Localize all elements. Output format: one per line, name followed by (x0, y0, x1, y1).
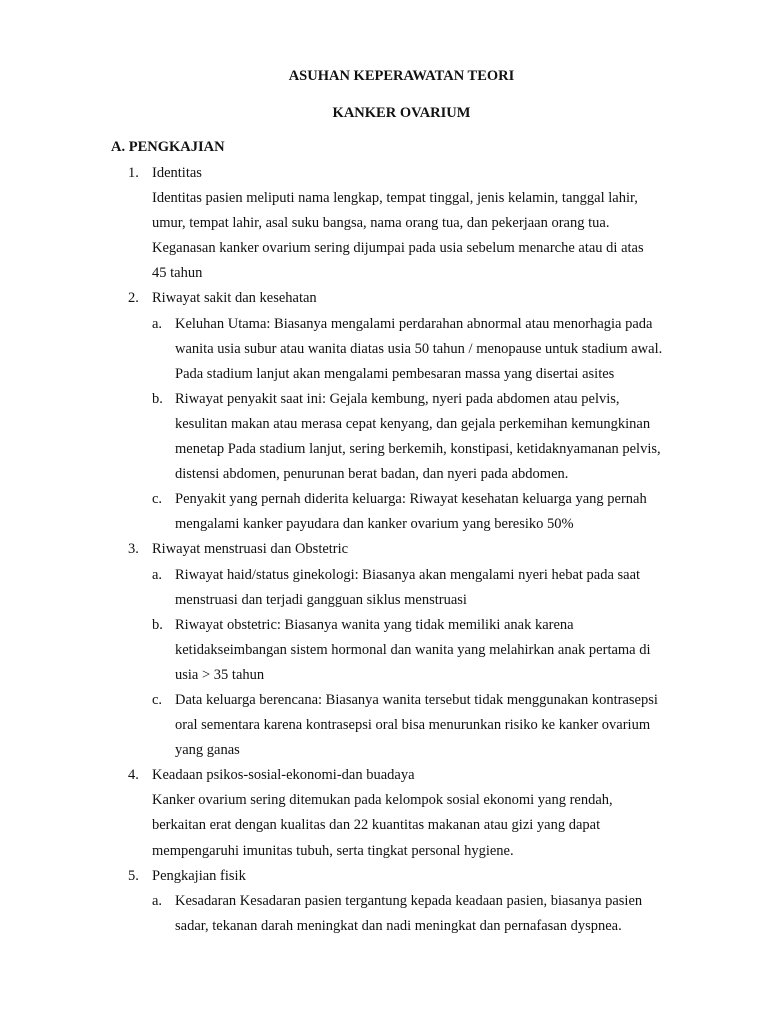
text-line (0, 462, 768, 487)
paragraph-text: menstruasi dan terjadi gangguan siklus menstruasi (175, 591, 467, 608)
sub-item-text: Kesadaran Kesadaran pasien tergantung kepada keadaan pasien, biasanya pasien (175, 892, 643, 909)
paragraph-text: menetap Pada stadium lanjut, sering berkemih, konstipasi, ketidaknyamanan pelvis, (175, 441, 661, 458)
text-line (0, 211, 768, 236)
text-line (0, 312, 768, 337)
paragraph-text: Kanker ovarium sering ditemukan pada kelompok sosial ekonomi yang rendah, (152, 792, 613, 809)
sub-item-text: Data keluarga berencana: Biasanya wanita tersebut tidak menggunakan kontrasepsi (175, 691, 658, 708)
text-line (0, 437, 768, 462)
list-item-heading: Pengkajian fisik (152, 867, 246, 884)
text-line (0, 914, 768, 939)
paragraph-text: yang ganas (175, 742, 240, 759)
text-line (0, 512, 768, 537)
text-line (0, 261, 768, 286)
text-line (0, 563, 768, 588)
text-line (0, 487, 768, 512)
text-line (0, 763, 768, 788)
text-line (0, 889, 768, 914)
document-title: ASUHAN KEPERAWATAN TEORI (288, 68, 515, 84)
text-line (0, 412, 768, 437)
text-line (0, 337, 768, 362)
text-line (0, 713, 768, 738)
text-line (0, 537, 768, 562)
paragraph-text: 45 tahun (152, 265, 203, 282)
text-line (0, 236, 768, 261)
list-item-heading: Riwayat sakit dan kesehatan (152, 290, 317, 307)
paragraph-text: umur, tempat lahir, asal suku bangsa, nama orang tua, dan pekerjaan orang tua. (152, 215, 610, 232)
paragraph-text: berkaitan erat dengan kualitas dan 22 kuantitas makanan atau gizi yang dapat (152, 817, 601, 834)
paragraph-text: kesulitan makan atau merasa cepat kenyang, dan gejala perkemihan kemungkinan (175, 415, 651, 432)
text-line (0, 186, 768, 211)
list-marker: b. (152, 616, 163, 633)
text-line (0, 588, 768, 613)
paragraph-text: mempengaruhi imunitas tubuh, serta tingkat personal hygiene. (152, 842, 514, 859)
text-line (0, 839, 768, 864)
sub-item-text: Keluhan Utama: Biasanya mengalami perdarahan abnormal atau menorhagia pada (175, 315, 653, 332)
paragraph-text: Keganasan kanker ovarium sering dijumpai pada usia sebelum menarche atau di atas (152, 240, 644, 257)
text-line (0, 387, 768, 412)
sub-item-text: Riwayat penyakit saat ini: Gejala kembung, nyeri pada abdomen atau pelvis, (175, 390, 620, 407)
list-marker: a. (152, 892, 163, 909)
sub-item-text: Riwayat haid/status ginekologi: Biasanya akan mengalami nyeri hebat pada saat (175, 566, 641, 583)
text-line (0, 788, 768, 813)
list-marker: 5. (128, 867, 139, 884)
list-item-heading: Riwayat menstruasi dan Obstetric (152, 541, 349, 558)
text-line (0, 864, 768, 889)
text-line (0, 688, 768, 713)
text-line (0, 286, 768, 311)
paragraph-text: usia > 35 tahun (175, 666, 265, 683)
text-line (0, 613, 768, 638)
paragraph-text: oral sementara karena kontrasepsi oral bisa menurunkan risiko ke kanker ovarium (175, 717, 651, 734)
list-marker: c. (152, 691, 163, 708)
text-line (0, 161, 768, 186)
list-marker: a. (152, 315, 163, 332)
paragraph-text: ketidakseimbangan sistem hormonal dan wanita yang melahirkan anak pertama di (175, 641, 651, 658)
list-marker: 1. (128, 165, 139, 181)
text-line (0, 663, 768, 688)
document-body (0, 161, 768, 939)
list-marker: a. (152, 566, 163, 583)
text-line (0, 813, 768, 838)
paragraph-text: Pada stadium lanjut akan mengalami pembesaran massa yang disertai asites (175, 365, 615, 382)
paragraph-text: distensi abdomen, penurunan berat badan, dan nyeri pada abdomen. (175, 466, 569, 483)
text-line (0, 362, 768, 387)
list-marker: 3. (128, 541, 139, 558)
list-item-heading: Keadaan psikos-sosial-ekonomi-dan buadaya (152, 767, 415, 784)
list-marker: b. (152, 390, 163, 407)
paragraph-text: mengalami kanker payudara dan kanker ovarium yang beresiko 50% (175, 516, 574, 533)
list-marker: 2. (128, 290, 139, 307)
paragraph-text: sadar, tekanan darah meningkat dan nadi meningkat dan pernafasan dyspnea. (175, 917, 622, 934)
document-subtitle: KANKER OVARIUM (332, 105, 471, 121)
list-marker: 4. (128, 767, 139, 784)
sub-item-text: Riwayat obstetric: Biasanya wanita yang tidak memiliki anak karena (175, 616, 574, 633)
list-item-heading: Identitas (152, 165, 202, 181)
paragraph-text: Identitas pasien meliputi nama lengkap, tempat tinggal, jenis kelamin, tanggal lahir, (152, 190, 638, 207)
text-line (0, 638, 768, 663)
text-line (0, 738, 768, 763)
sub-item-text: Penyakit yang pernah diderita keluarga: Riwayat kesehatan keluarga yang pernah (175, 491, 647, 508)
paragraph-text: wanita usia subur atau wanita diatas usia 50 tahun / menopause untuk stadium awal. (175, 340, 663, 357)
section-heading: A. PENGKAJIAN (111, 139, 225, 155)
list-marker: c. (152, 491, 163, 508)
